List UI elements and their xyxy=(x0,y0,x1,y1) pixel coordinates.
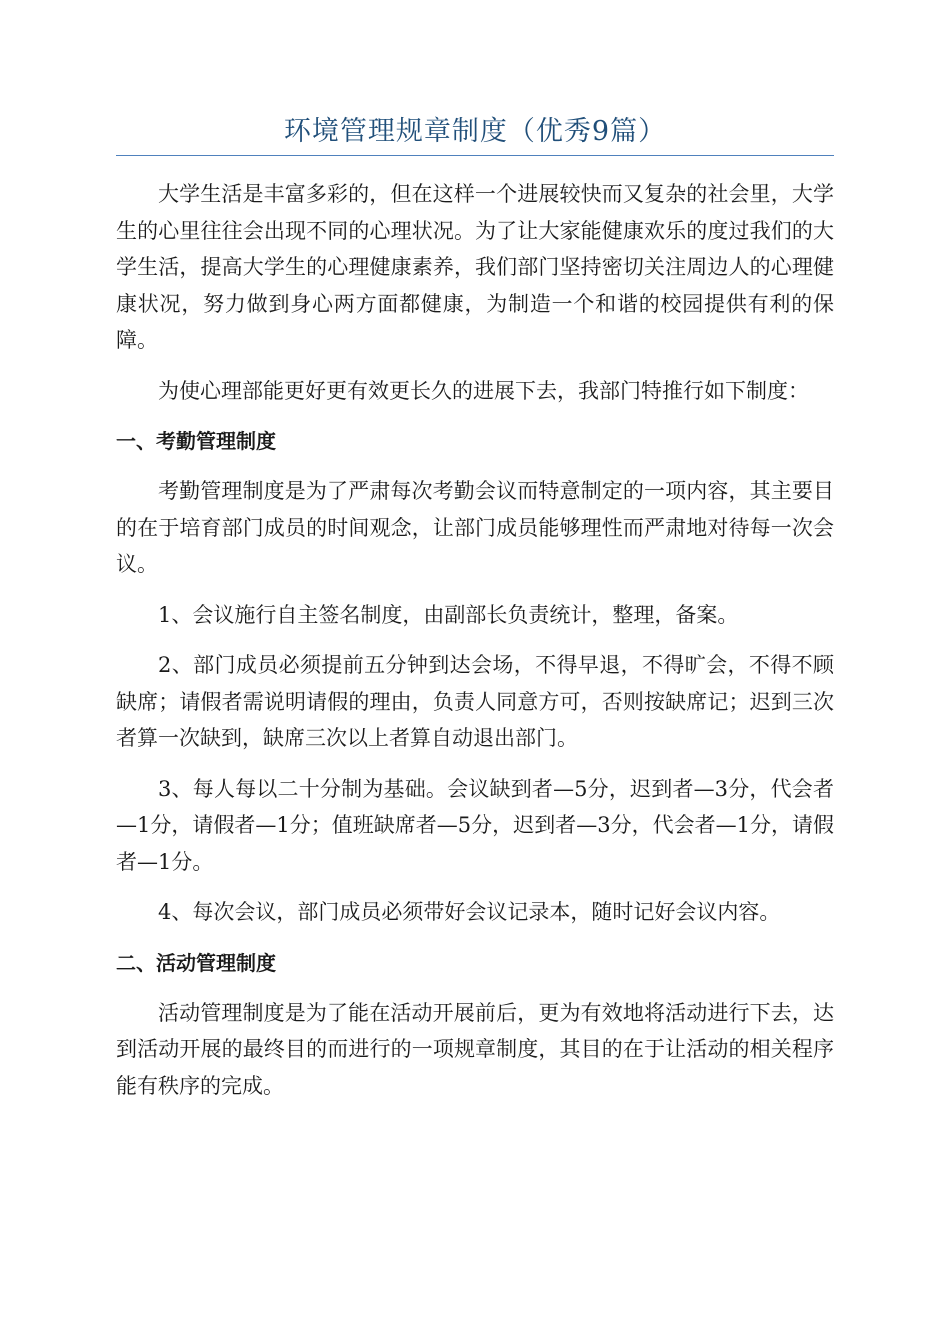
document-title: 环境管理规章制度（优秀9篇） xyxy=(283,116,667,147)
document-page xyxy=(116,0,834,1104)
intro-paragraph-2: 为使心理部能更好更有效更长久的进展下去，我部门特推行如下制度： xyxy=(158,378,809,403)
attendance-rule-4: 4、每次会议，部门成员必须带好会议记录本，随时记好会议内容。 xyxy=(158,900,781,924)
activity-paragraph-intro: 活动管理制度是为了能在活动开展前后，更为有效地将活动进行下去，达到活动开展的最终目的而进行的一项规章制度，其目的在于让活动的相关程序能有秩序的完成。 xyxy=(116,1000,834,1098)
section-heading-activity: 二、活动管理制度 xyxy=(116,950,276,975)
title-underline xyxy=(116,155,834,156)
attendance-rule-1: 1、会议施行自主签名制度，由副部长负责统计，整理，备案。 xyxy=(158,602,739,627)
attendance-paragraph-intro: 考勤管理制度是为了严肃每次考勤会议而特意制定的一项内容，其主要目的在于培育部门成员的时间观念，让部门成员能够理性而严肃地对待每一次会议。 xyxy=(116,479,834,576)
attendance-rule-2: 2、部门成员必须提前五分钟到达会场，不得早退，不得旷会，不得不顾缺席；请假者需说明请假的理由，负责人同意方可，否则按缺席记；迟到三次者算一次缺到，缺席三次以上者算自动退出部门。 xyxy=(116,653,834,750)
attendance-rule-3: 3、每人每以二十分制为基础。会议缺到者—5分，迟到者—3分，代会者—1分，请假者—1分；值班缺席者—5分，迟到者—3分，代会者—1分，请假者—1分。 xyxy=(116,776,834,874)
intro-paragraph-1: 大学生活是丰富多彩的，但在这样一个进展较快而又复杂的社会里，大学生的心里往往会出现不同的心理状况。为了让大家能健康欢乐的度过我们的大学生活，提高大学生的心理健康素养，我们部门坚持密切关注周边人的心理健康状况，努力做到身心两方面都健康，为制造一个和谐的校园提供有利的保障。 xyxy=(116,182,834,352)
section-heading-attendance: 一、考勤管理制度 xyxy=(116,429,276,453)
